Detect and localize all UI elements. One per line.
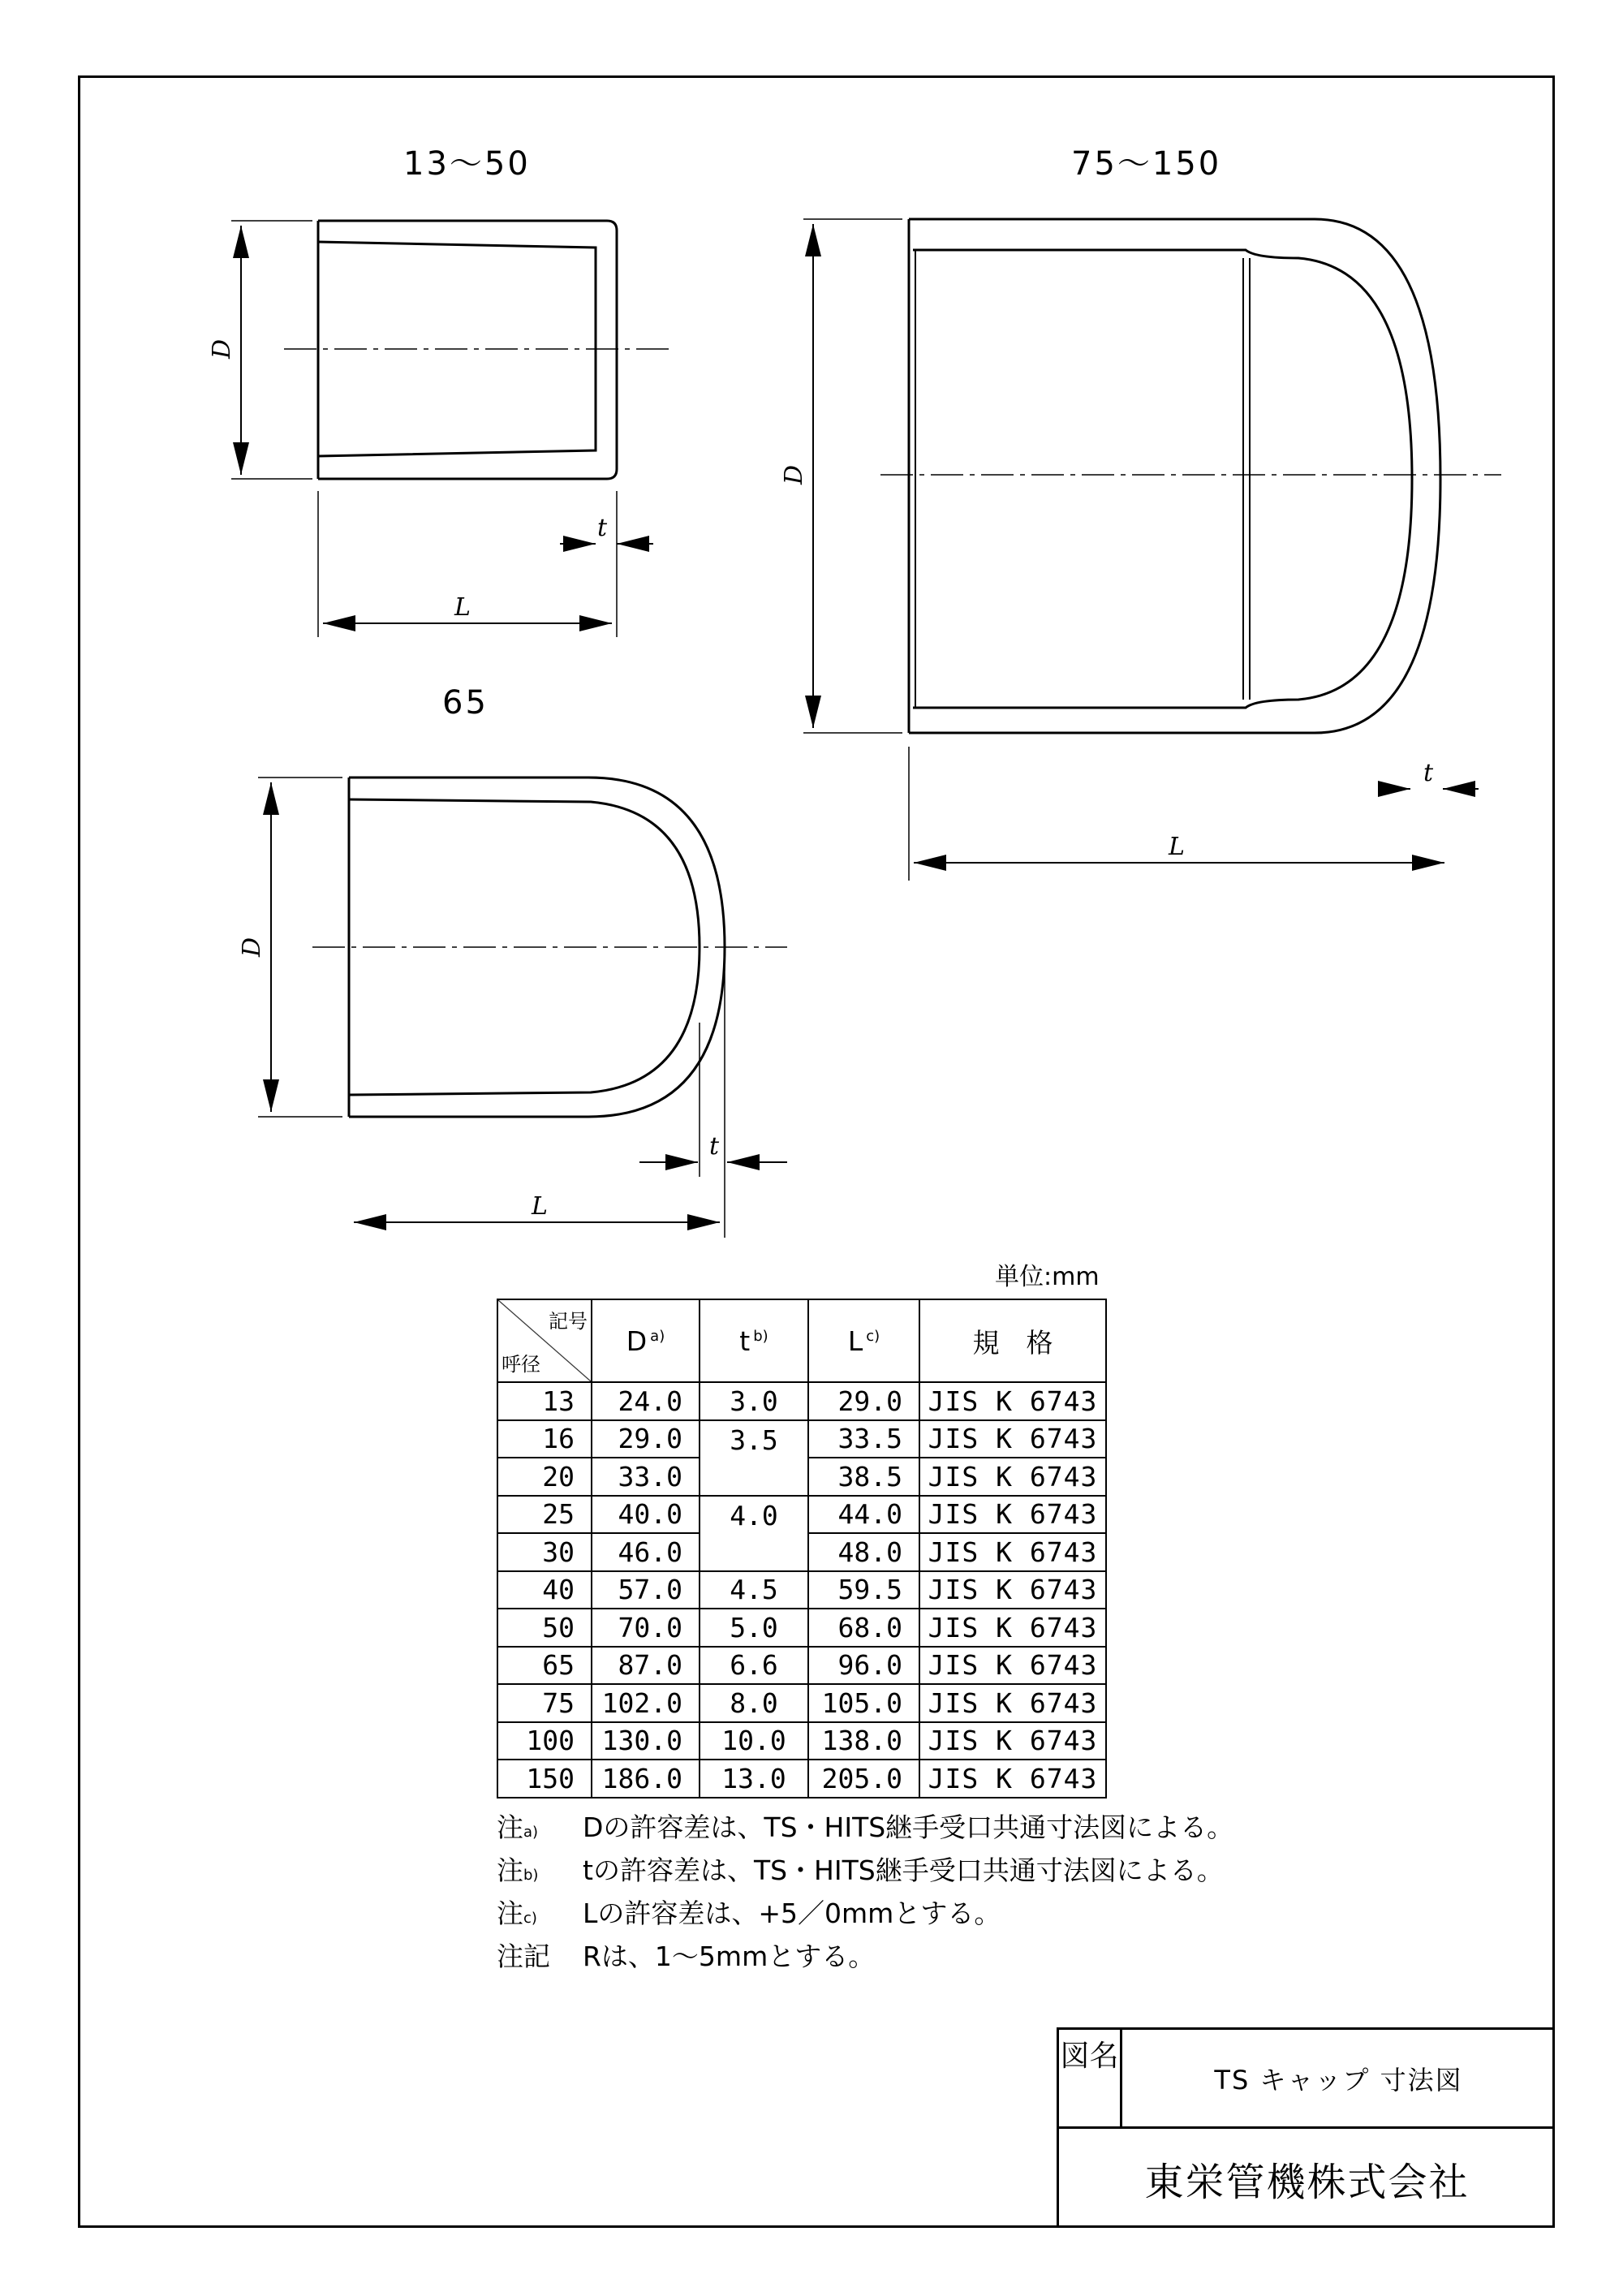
table-row: 65 87.0 6.6 96.0 JIS K 6743 [497,1647,1106,1685]
note-c: 注c) Lの許容差は、+5／0mmとする。 [497,1898,1001,1929]
note-a: 注a) Dの許容差は、TS・HITS継手受口共通寸法図による。 [497,1811,1234,1843]
view-mid [258,778,787,1238]
header-L: L $^{c)}$ [808,1299,919,1382]
table-row: 75 102.0 8.0 105.0 JIS K 6743 [497,1684,1106,1722]
unit-label: 単位:mm [995,1263,1100,1291]
small-label-t: t [596,514,608,542]
notes [497,1808,1233,1975]
table-row: 100 130.0 10.0 138.0 JIS K 6743 [497,1722,1106,1760]
note-general: 注記 Rは、1〜5mmとする。 [497,1941,876,1972]
large-label-D: D [780,464,808,485]
table-row: 16 29.0 3.5 33.5 JIS K 6743 [497,1420,1106,1458]
table-header-row [497,1299,1106,1382]
header-t: t $^{b)}$ [700,1299,808,1382]
view-title-small: 13〜50 [403,145,531,183]
title-block-label: 図名 [1059,2030,1122,2129]
note-b: 注b) tの許容差は、TS・HITS継手受口共通寸法図による。 [497,1854,1224,1886]
table-row: 25 40.0 4.0 44.0 JIS K 6743 [497,1496,1106,1534]
header-D: D $^{a)}$ [592,1299,700,1382]
table-row: 50 70.0 5.0 68.0 JIS K 6743 [497,1609,1106,1647]
header-nominal: 呼径 [502,1353,540,1376]
small-cap-outer [318,221,617,479]
large-label-t: t [1423,759,1434,787]
small-label-D: D [208,338,236,360]
table-row: 13 24.0 3.0 29.0 JIS K 6743 [497,1382,1106,1420]
table-row: 150 186.0 13.0 205.0 JIS K 6743 [497,1760,1106,1798]
header-symbol: 記号 [549,1310,588,1333]
view-title-mid: 65 [442,684,489,722]
view-large [803,219,1501,881]
mid-label-t: t [708,1132,720,1161]
mid-label-L: L [532,1192,548,1221]
large-label-L: L [1169,833,1185,861]
company-name: 東栄管機株式会社 [1144,2159,1470,2205]
table-row: 30 46.0 48.0 JIS K 6743 [497,1533,1106,1571]
view-small [231,221,674,637]
small-label-L: L [454,593,471,622]
large-cap-outer [909,219,1440,733]
large-cap-inner [913,250,1412,708]
table-row: 40 57.0 4.5 59.5 JIS K 6743 [497,1571,1106,1609]
header-corner [497,1299,592,1382]
dimension-table [497,1299,1107,1798]
mid-label-D: D [238,937,266,958]
table-row: 20 33.0 38.5 JIS K 6743 [497,1458,1106,1496]
view-title-large: 75〜150 [1071,145,1222,183]
title-block [1057,2027,1555,2228]
header-standard: 規 格 [919,1299,1106,1382]
drawing-title: TS キャップ 寸法図 [1122,2030,1555,2129]
